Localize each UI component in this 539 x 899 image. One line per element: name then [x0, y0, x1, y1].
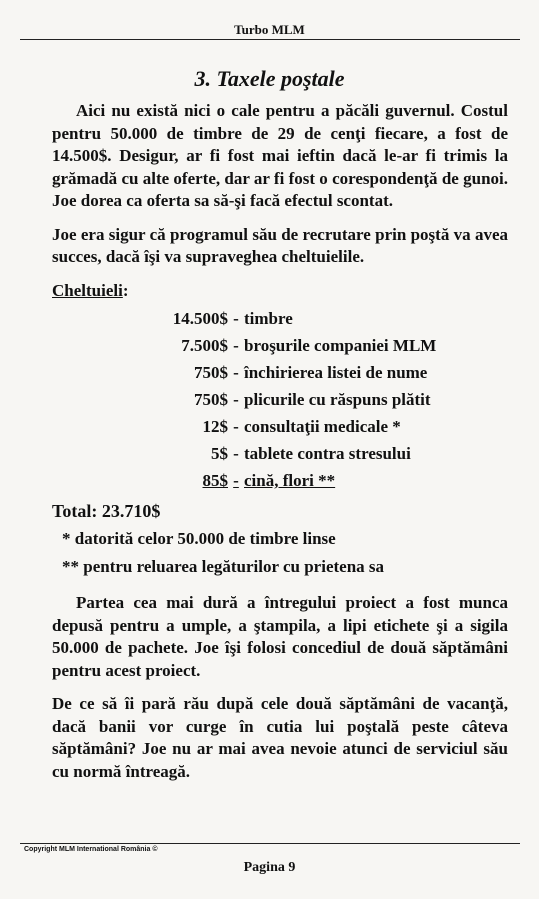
expenses-heading	[52, 280, 508, 303]
expense-item: 14.500$ - timbre	[52, 305, 508, 332]
expense-label: consultaţii medicale *	[244, 417, 401, 436]
page-number: Pagina 9	[243, 860, 296, 875]
expense-item: 5$ - tablete contra stresului	[52, 440, 508, 467]
expense-label: tablete contra stresului	[244, 444, 411, 463]
expense-label: broşurile companiei MLM	[244, 336, 437, 355]
expense-label: cină, flori **	[244, 471, 336, 490]
expense-label: plicurile cu răspuns plătit	[244, 390, 431, 409]
paragraph: De ce să îi pară rău după cele două săptămâni de vacanţă, dacă banii vor curge în cutia lui poştală peste câteva săptămâni? Joe nu ar mai avea nevoie atunci de serviciul său cu normă întreagă.	[52, 694, 508, 781]
expense-amount: 750$	[194, 363, 228, 382]
chapter-title: 3. Taxele poştale	[194, 66, 345, 91]
expense-amount: 14.500$	[172, 309, 228, 328]
paragraph: Partea cea mai dură a întregului proiect a fost munca depusă pentru a umple, a ştampila, a lipi etichete şi a sigila 50.000 de pachete. Joe îşi folosi concediul de două săptămâni pentru acest proiect.	[52, 593, 508, 680]
expenses-title: Cheltuieli	[52, 280, 123, 300]
paragraph: Aici nu există nici o cale pentru a păcăli guvernul. Costul pentru 50.000 de timbre de 29 de cenţi fiecare, a fost de 14.500$. Desigur, ar fi fost mai ieftin dacă le-ar fi trimis la grămadă cu alte oferte, dar ar fi fost o corespondenţă de gunoi. Joe dorea ca oferta sa să-şi facă efectul scontat.	[52, 101, 508, 210]
footnote: ** pentru reluarea legăturilor cu prietena sa	[62, 557, 385, 576]
header-rule	[20, 39, 520, 40]
page-content	[52, 100, 508, 783]
expense-item: 750$ - închirierea listei de nume	[52, 359, 508, 386]
expenses-title-colon: :	[122, 280, 129, 300]
expense-item: 750$ - plicurile cu răspuns plătit	[52, 386, 508, 413]
expenses-list	[52, 305, 508, 494]
expense-item: 85$ - cină, flori **	[52, 467, 508, 494]
footer-rule	[20, 843, 520, 844]
expense-amount: 750$	[194, 390, 228, 409]
footnote: * datorită celor 50.000 de timbre linse	[62, 529, 336, 548]
expense-amount: 12$	[202, 417, 228, 436]
expense-label: timbre	[244, 309, 293, 328]
copyright-notice: Copyright MLM International România ©	[24, 846, 158, 853]
expenses-total: Total: 23.710$	[52, 501, 161, 521]
paragraph: Joe era sigur că programul său de recrutare prin poştă va avea succes, dacă îşi va supraveghea cheltuielile.	[52, 224, 508, 266]
expense-amount: 5$	[211, 444, 228, 463]
expense-label: închirierea listei de nume	[244, 363, 428, 382]
expense-amount: 7.500$	[181, 336, 228, 355]
expense-item: 7.500$ - broşurile companiei MLM	[52, 332, 508, 359]
expense-amount: 85$	[202, 471, 228, 490]
expense-item: 12$ - consultaţii medicale *	[52, 413, 508, 440]
running-header: Turbo MLM	[234, 22, 305, 37]
